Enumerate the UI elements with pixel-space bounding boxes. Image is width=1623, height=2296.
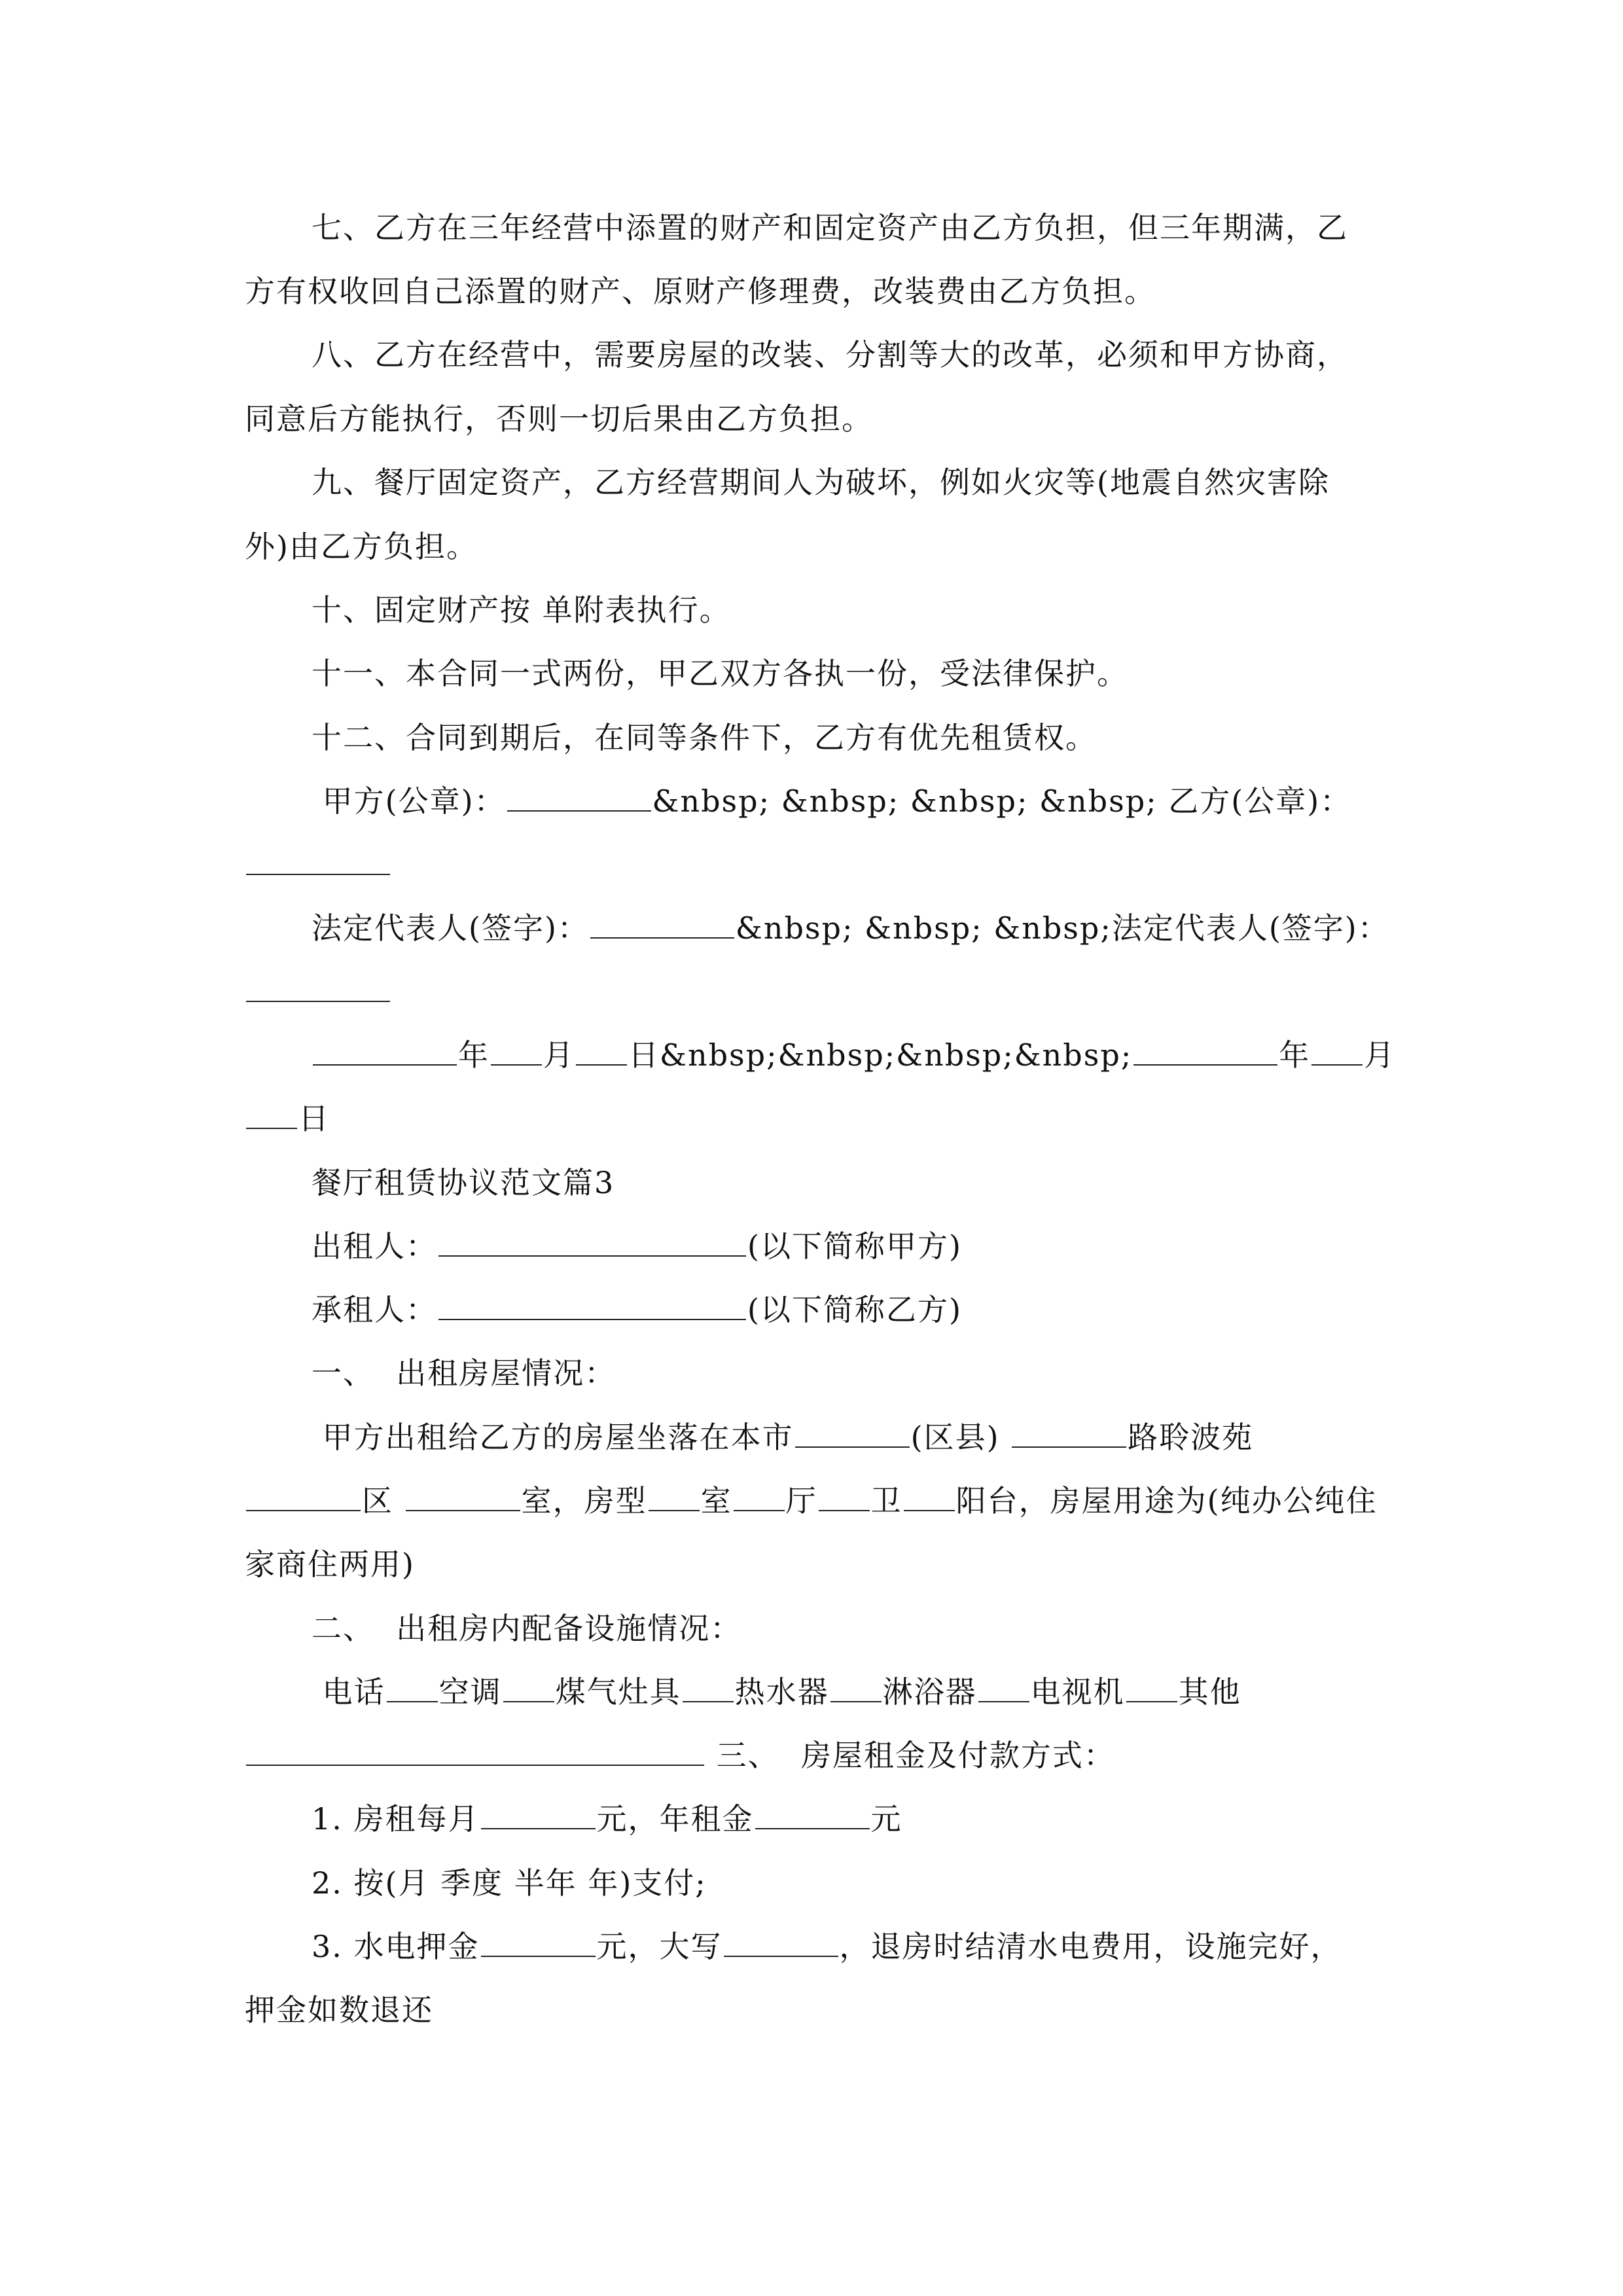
- day-blank-2: [246, 1099, 297, 1129]
- facilities-line-2: [245, 1736, 1115, 1775]
- section-2-heading: 二、 出租房内配备设施情况：: [312, 1611, 742, 1646]
- clause-9-line-1: 九、餐厅固定资产，乙方经营期间人为破坏，例如火灾等(地震自然灾害除: [312, 465, 1330, 500]
- party-a-seal-blank: [507, 781, 651, 812]
- day-blank: [576, 1035, 627, 1066]
- month-label: 月: [543, 1037, 575, 1073]
- date-line-2: [245, 1099, 330, 1138]
- rent-item-3: [312, 1927, 1342, 1966]
- rent-item-1: [312, 1799, 902, 1839]
- house-text-2: (区县): [910, 1420, 1000, 1455]
- facility-ac: 空调: [438, 1674, 502, 1710]
- signature-line-party-seals: [312, 781, 1351, 821]
- shower-blank: [978, 1672, 1029, 1702]
- house-line-3: 家商住两用): [245, 1547, 415, 1582]
- facility-water-heater: 热水器: [734, 1674, 829, 1710]
- section-3-heading: 三、 房屋租金及付款方式：: [705, 1738, 1115, 1773]
- bath-blank: [819, 1481, 870, 1511]
- facilities-line: [312, 1672, 1241, 1712]
- month-label-2: 月: [1364, 1037, 1396, 1073]
- party-b-rep-label: &nbsp; &nbsp; &nbsp;法定代表人(签字)：: [735, 910, 1389, 946]
- house-text-6: 室: [700, 1483, 732, 1518]
- room-blank: [406, 1481, 520, 1511]
- party-b-seal-blank: [246, 845, 390, 875]
- lessor-line: [312, 1227, 962, 1266]
- rent-1-text-b: 元，年租金: [596, 1801, 754, 1837]
- rent-3-text-a: 3. 水电押金: [312, 1929, 480, 1964]
- monthly-rent-blank: [481, 1799, 596, 1829]
- rent-3-text-c: ，退房时结清水电费用，设施完好，: [839, 1929, 1342, 1964]
- date-line: [312, 1035, 1395, 1075]
- house-text-3: 路聆波苑: [1128, 1420, 1254, 1455]
- house-text-4: 区: [362, 1483, 393, 1518]
- tv-blank: [1126, 1672, 1177, 1702]
- phone-blank: [387, 1672, 438, 1702]
- year-label-2: 年: [1279, 1037, 1311, 1073]
- clause-12: 十二、合同到期后，在同等条件下，乙方有优先租赁权。: [312, 720, 1097, 755]
- party-a-seal-label: 甲方(公章)：: [312, 783, 506, 819]
- clause-9-line-2: 外)由乙方负担。: [245, 529, 478, 564]
- day-label: 日&nbsp;&nbsp;&nbsp;&nbsp;: [628, 1037, 1133, 1073]
- lessee-note: (以下简称乙方): [747, 1292, 962, 1327]
- lessor-blank: [438, 1227, 746, 1257]
- party-b-rep-blank-line: [245, 972, 391, 1011]
- party-a-rep-blank: [590, 908, 734, 939]
- party-b-seal-blank-line: [245, 845, 391, 884]
- signature-line-representatives: [312, 908, 1389, 948]
- house-text-1: 甲方出租给乙方的房屋坐落在本市: [312, 1420, 794, 1455]
- facility-gas-stove: 煤气灶具: [555, 1674, 681, 1710]
- section-heading: 餐厅租赁协议范文篇3: [312, 1165, 615, 1200]
- house-line-2: [245, 1481, 1378, 1520]
- clause-7-line-2: 方有权收回自己添置的财产、原财产修理费，改装费由乙方负担。: [245, 274, 1156, 309]
- rent-1-text-c: 元: [870, 1801, 902, 1837]
- city-blank: [795, 1418, 910, 1448]
- clause-8-line-2: 同意后方能执行，否则一切后果由乙方负担。: [245, 401, 873, 437]
- house-text-5: 室，房型: [521, 1483, 647, 1518]
- clause-8-line-1: 八、乙方在经营中，需要房屋的改装、分割等大的改革，必须和甲方协商，: [312, 337, 1348, 372]
- clause-11: 十一、本合同一式两份，甲乙双方各执一份，受法律保护。: [312, 656, 1128, 691]
- house-line-1: [312, 1418, 1253, 1457]
- section-1-heading: 一、 出租房屋情况：: [312, 1355, 616, 1391]
- house-text-9: 阳台，房屋用途为(纯办公纯住: [955, 1483, 1378, 1518]
- rent-item-3-line-2: 押金如数退还: [245, 1992, 433, 2028]
- month-blank-2: [1311, 1035, 1363, 1066]
- clause-7-line-1: 七、乙方在三年经营中添置的财产和固定资产由乙方负担，但三年期满，乙: [312, 210, 1348, 245]
- year-blank-2: [1133, 1035, 1277, 1066]
- lessee-line: [312, 1290, 962, 1329]
- road-blank: [1012, 1418, 1126, 1448]
- rent-3-text-b: 元，大写: [596, 1929, 722, 1964]
- district-blank: [246, 1481, 361, 1511]
- party-a-rep-label: 法定代表人(签字)：: [312, 910, 589, 946]
- annual-rent-blank: [755, 1799, 870, 1829]
- stove-blank: [683, 1672, 734, 1702]
- lessee-blank: [438, 1290, 746, 1320]
- party-b-rep-blank: [246, 972, 390, 1002]
- party-b-seal-label: &nbsp; &nbsp; &nbsp; &nbsp; 乙方(公章)：: [652, 783, 1352, 819]
- lessor-label: 出租人：: [312, 1229, 437, 1264]
- facility-phone: 电话: [312, 1674, 385, 1710]
- month-blank: [491, 1035, 542, 1066]
- deposit-words-blank: [724, 1927, 838, 1957]
- facility-shower: 淋浴器: [882, 1674, 977, 1710]
- lessor-note: (以下简称甲方): [747, 1229, 962, 1264]
- house-text-7: 厅: [785, 1483, 817, 1518]
- clause-10: 十、固定财产按 单附表执行。: [312, 592, 731, 628]
- rent-1-text-a: 1. 房租每月: [312, 1801, 480, 1837]
- house-text-8: 卫: [870, 1483, 902, 1518]
- rent-item-2: 2. 按(月 季度 半年 年)支付;: [312, 1865, 707, 1901]
- year-label: 年: [458, 1037, 490, 1073]
- deposit-blank: [481, 1927, 596, 1957]
- lessee-label: 承租人：: [312, 1292, 437, 1327]
- heater-blank: [830, 1672, 882, 1702]
- facility-other: 其他: [1178, 1674, 1241, 1710]
- other-blank: [246, 1736, 704, 1766]
- hall-blank: [734, 1481, 785, 1511]
- year-blank: [313, 1035, 457, 1066]
- day-label-2: 日: [298, 1101, 330, 1136]
- balcony-blank: [904, 1481, 955, 1511]
- ac-blank: [503, 1672, 554, 1702]
- bedroom-blank: [649, 1481, 700, 1511]
- facility-tv: 电视机: [1030, 1674, 1125, 1710]
